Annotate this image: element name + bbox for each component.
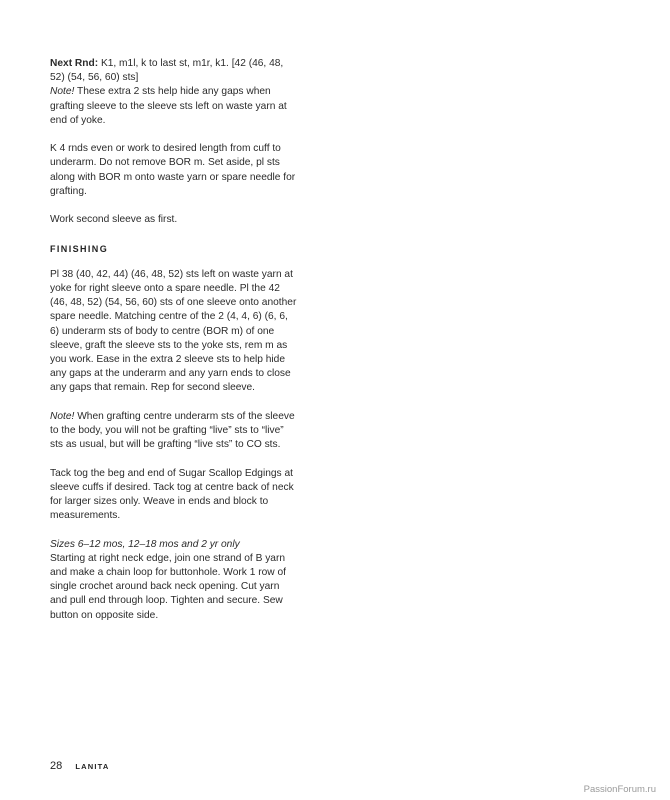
rounds-even-paragraph: K 4 rnds even or work to desired length from cuff to underarm. Do not remove BOR m. Set aside, pl sts along with BOR m onto waste yarn or spare needle for grafting. xyxy=(50,143,296,197)
sizes-subheading: Sizes 6–12 mos, 12–18 mos and 2 yr only xyxy=(50,538,240,550)
second-sleeve-paragraph: Work second sleeve as first. xyxy=(50,214,178,226)
note-label: Note! xyxy=(50,86,75,98)
next-round-text: K1, m1l, k to last st, m1r, k1. [42 (46, 48, 52) (54, 56, 60) sts] xyxy=(50,58,284,84)
main-text-column xyxy=(50,57,298,637)
sizes-text: Starting at right neck edge, join one strand of B yarn and make a chain loop for buttonhole. Work 1 row of single crochet around back neck opening. Cut yarn and pull end through loop. Tighten and secure. Sew button on opposite side. xyxy=(50,552,286,621)
site-watermark: PassionForum.ru xyxy=(583,784,656,795)
finishing-heading: FINISHING xyxy=(50,243,109,254)
grafting-paragraph: Pl 38 (40, 42, 44) (46, 48, 52) sts left on waste yarn at yoke for right sleeve onto a spare needle. Pl the 42 (46, 48, 52) (54, 56, 60) sts of one sleeve onto another spare needle. Matching centre of the 2 (4, 4, 6) (6, 6, 6) underarm sts of body to centre (BOR m) of one sleeve, graft the sleeve sts to the yoke sts, rem m as you work. Ease in the extra 2 sleeve sts to help hide any gaps at the underarm and any yarn ends to close any gaps that remain. Rep for second sleeve. xyxy=(50,268,297,394)
page-number: 28 xyxy=(50,760,63,772)
grafting-note-text: When grafting centre underarm sts of the sleeve to the body, you will not be grafting “live” sts to “live” sts as usual, but will be grafting “live sts” to CO sts. xyxy=(50,410,295,451)
page-footer xyxy=(50,760,109,772)
tack-paragraph: Tack tog the beg and end of Sugar Scallop Edgings at sleeve cuffs if desired. Tack tog at centre back of neck for larger sizes only. Weave in ends and block to measurements. xyxy=(50,467,294,522)
note-text: These extra 2 sts help hide any gaps when grafting sleeve to the sleeve sts left on waste yarn at end of yoke. xyxy=(50,86,287,126)
next-round-instruction xyxy=(50,57,298,128)
grafting-note-paragraph xyxy=(50,410,298,453)
sizes-paragraph xyxy=(50,538,298,623)
next-round-label: Next Rnd: xyxy=(50,58,99,69)
grafting-note-label: Note! xyxy=(50,410,75,422)
footer-brand: LANITA xyxy=(75,762,110,771)
